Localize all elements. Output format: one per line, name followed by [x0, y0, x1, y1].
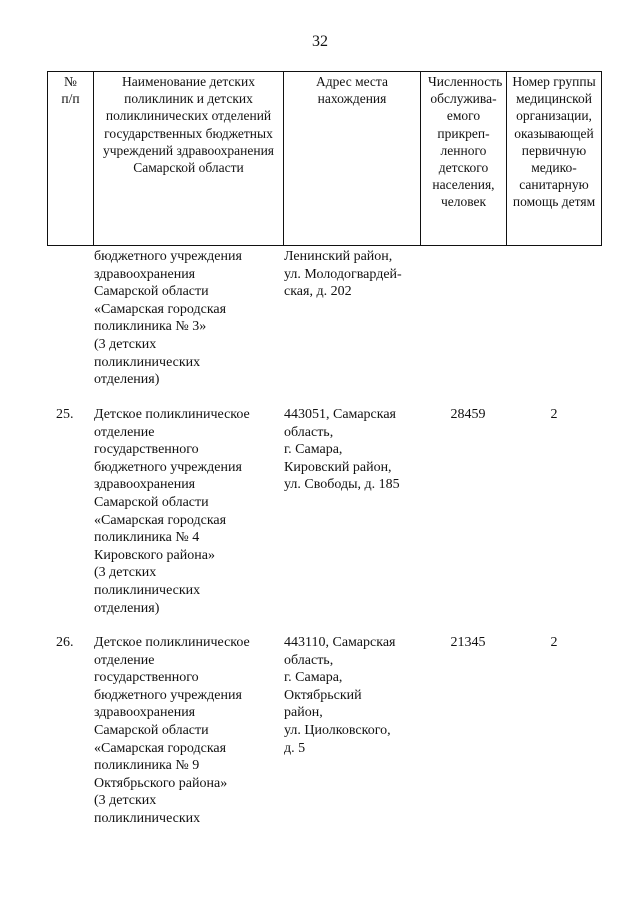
row-address: 443051, Самарская область, г. Самара, Кировский район, ул. Свободы, д. 185 [284, 407, 400, 493]
row-group: 2 [550, 635, 558, 650]
header-col-count-label: Численность обслужива-емого прикреп-ленного детского населения, человек [428, 74, 503, 210]
table-row [47, 634, 601, 834]
row-address: 443110, Самарская область, г. Самара, Октябрьский район, ул. Циолковского, д. 5 [284, 635, 396, 756]
header-col-group [507, 72, 602, 246]
header-col-number-label: № п/п [61, 74, 80, 107]
row-address: Ленинский район, ул. Молодогвардей- ская, д. 202 [284, 249, 402, 300]
row-name: Детское поликлиническое отделение государственного бюджетного учреждения здравоохранения Самарской области «Самарская городская поликлиника № 9 Октябрьского района» (3 детских поликлинических [94, 635, 250, 826]
row-number: 26. [56, 635, 74, 650]
page-number: 32 [312, 33, 328, 50]
table-row [47, 406, 601, 634]
row-count: 21345 [450, 635, 486, 650]
header-col-count [421, 72, 507, 246]
table-header [47, 71, 602, 246]
table-row [47, 248, 601, 406]
row-group: 2 [550, 407, 558, 422]
header-col-name-label: Наименование детских поликлиник и детских поликлинических отделений государственных бюджетных учреждений здравоохранения Самарской области [102, 74, 275, 176]
row-count: 28459 [450, 407, 486, 422]
table-body [47, 248, 601, 834]
row-number: 25. [56, 407, 74, 422]
row-name: бюджетного учреждения здравоохранения Самарской области «Самарская городская поликлиника № 3» (3 детских поликлинических отделения) [94, 249, 242, 388]
header-col-address-label: Адрес места нахождения [316, 74, 388, 107]
header-col-address [284, 72, 421, 246]
row-name: Детское поликлиническое отделение государственного бюджетного учреждения здравоохранения Самарской области «Самарская городская поликлиника № 4 Кировского района» (3 детских поликлинических отделения) [94, 407, 250, 616]
header-col-name [94, 72, 284, 246]
header-col-number [48, 72, 94, 246]
header-col-group-label: Номер группы медицинской организации, оказывающей первичную медико-санитарную помощь детям [512, 74, 596, 210]
